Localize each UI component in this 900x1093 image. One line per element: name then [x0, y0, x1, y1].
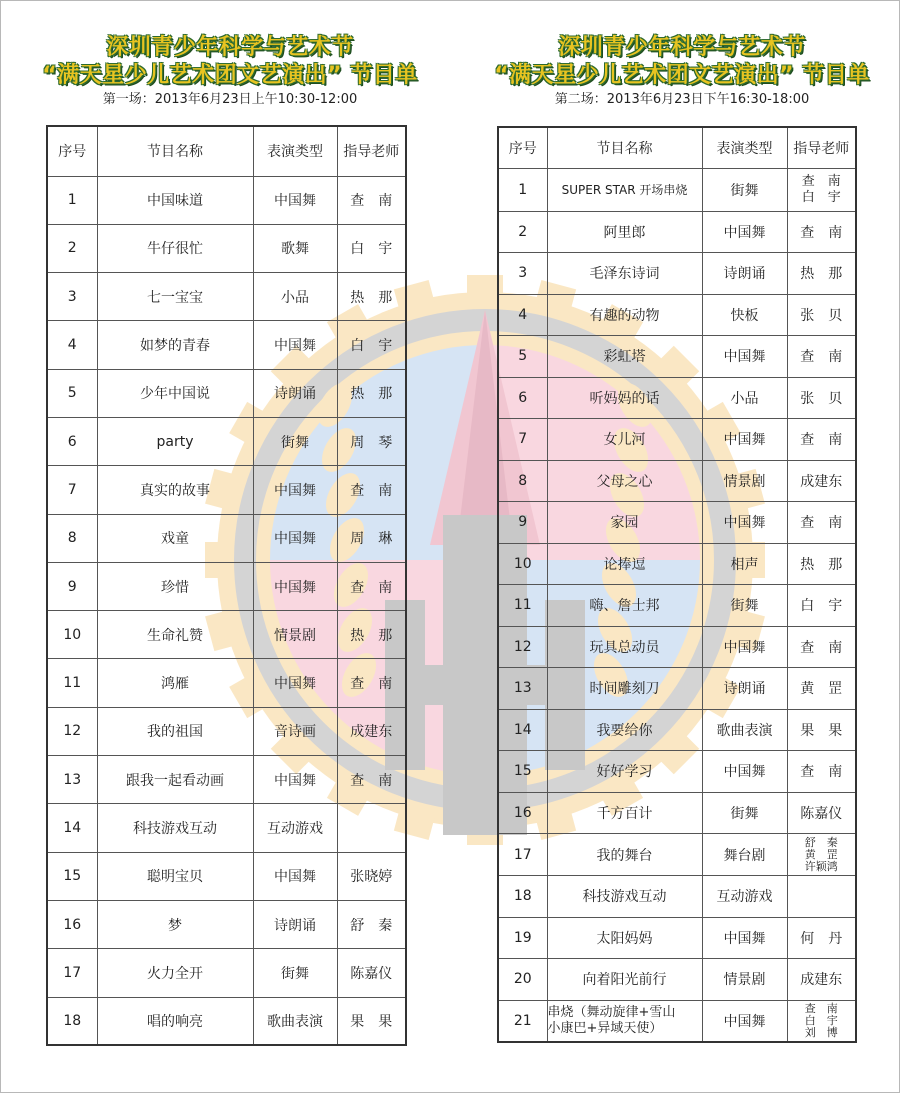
cell-instructor: 查 南 [337, 659, 406, 707]
cell-line: 白 宇 [801, 189, 841, 205]
table-row [47, 659, 406, 707]
cell-instructor: 白 宇 [337, 321, 406, 369]
cell-performance-type: 诗朗诵 [702, 253, 787, 295]
cell-number: 20 [498, 959, 547, 1001]
cell-program-name: 聪明宝贝 [97, 852, 253, 900]
cell-program-name: 我的舞台 [547, 834, 702, 876]
cell-program-name: 戏童 [97, 514, 253, 562]
cell-program-name: 中国味道 [97, 176, 253, 224]
cell-number: 7 [47, 466, 97, 514]
table-row [498, 959, 856, 1001]
cell-performance-type: 歌舞 [253, 224, 337, 272]
cell-performance-type: 互动游戏 [253, 804, 337, 852]
table-row [498, 460, 856, 502]
cell-instructor: 热 那 [337, 611, 406, 659]
cell-line: 查 南 [804, 1001, 838, 1015]
table-row [498, 668, 856, 710]
cell-instructor: 查 南 [787, 336, 856, 378]
cell-number: 18 [498, 876, 547, 918]
table-row [498, 168, 856, 211]
table-row [47, 273, 406, 321]
table-row [47, 707, 406, 755]
cell-number: 4 [47, 321, 97, 369]
cell-performance-type: 中国舞 [702, 1000, 787, 1042]
cell-instructor: 果 果 [787, 709, 856, 751]
cell-line: 许颖鸿 [804, 859, 838, 873]
cell-performance-type: 中国舞 [702, 419, 787, 461]
table-row [47, 900, 406, 948]
festival-title: 深圳青少年科学与艺术节 [106, 35, 354, 60]
cell-performance-type: 快板 [702, 294, 787, 336]
table-row [47, 804, 406, 852]
cell-program-name: 女儿河 [547, 419, 702, 461]
cell-instructor [787, 168, 856, 211]
cell-number: 9 [498, 502, 547, 544]
cell-instructor: 周 琳 [337, 514, 406, 562]
cell-performance-type: 诗朗诵 [253, 900, 337, 948]
header-program-name: 节目名称 [97, 126, 253, 176]
cell-program-name: 毛泽东诗词 [547, 253, 702, 295]
session2-label: 第二场：2013年6月23日下午16:30-18:00 [554, 92, 810, 107]
cell-number: 12 [498, 626, 547, 668]
cell-performance-type: 中国舞 [253, 514, 337, 562]
cell-program-name: 向着阳光前行 [547, 959, 702, 1001]
cell-program-name: 科技游戏互动 [97, 804, 253, 852]
cell-instructor [337, 804, 406, 852]
header-performance-type: 表演类型 [702, 127, 787, 168]
cell-performance-type: 诗朗诵 [253, 369, 337, 417]
cell-instructor: 黄 罡 [787, 668, 856, 710]
cell-performance-type: 中国舞 [702, 917, 787, 959]
session2-column [472, 0, 892, 109]
header-performance-type: 表演类型 [253, 126, 337, 176]
cell-number: 18 [47, 997, 97, 1045]
cell-program-name: party [97, 417, 253, 465]
cell-number: 13 [498, 668, 547, 710]
cell-instructor: 张晓婷 [337, 852, 406, 900]
cell-performance-type: 街舞 [702, 168, 787, 211]
cell-instructor: 张 贝 [787, 377, 856, 419]
cell-line: 白 宇 [804, 1013, 838, 1027]
cell-number: 6 [47, 417, 97, 465]
cell-line: 黄 罡 [804, 847, 838, 861]
cell-performance-type: 中国舞 [702, 502, 787, 544]
cell-number: 17 [498, 834, 547, 876]
session2-program-table [497, 126, 857, 1043]
cell-number: 1 [498, 168, 547, 211]
cell-program-name: 家园 [547, 502, 702, 544]
table-row [47, 321, 406, 369]
cell-instructor: 查 南 [787, 626, 856, 668]
cell-number: 6 [498, 377, 547, 419]
cell-program-name [547, 1000, 702, 1042]
cell-instructor: 陈嘉仪 [787, 792, 856, 834]
table-row [47, 466, 406, 514]
header-program-name: 节目名称 [547, 127, 702, 168]
cell-performance-type: 街舞 [253, 417, 337, 465]
table-row [47, 997, 406, 1045]
cell-performance-type: 中国舞 [253, 756, 337, 804]
cell-program-name: 鸿雁 [97, 659, 253, 707]
header-instructor: 指导老师 [787, 127, 856, 168]
cell-number: 1 [47, 176, 97, 224]
cell-program-name: 阿里郎 [547, 211, 702, 253]
cell-number: 7 [498, 419, 547, 461]
table-row [47, 176, 406, 224]
cell-line: 小康巴+异域天使） [547, 1020, 663, 1036]
table-row [498, 751, 856, 793]
cell-number: 17 [47, 949, 97, 997]
cell-instructor: 热 那 [787, 543, 856, 585]
cell-instructor: 查 南 [787, 751, 856, 793]
cell-number: 11 [47, 659, 97, 707]
cell-program-name: 真实的故事 [97, 466, 253, 514]
cell-performance-type: 中国舞 [702, 336, 787, 378]
cell-performance-type: 情景剧 [702, 959, 787, 1001]
cell-number: 8 [47, 514, 97, 562]
table-row [498, 626, 856, 668]
cell-performance-type: 小品 [702, 377, 787, 419]
table-row [498, 502, 856, 544]
cell-program-name: 父母之心 [547, 460, 702, 502]
cell-program-name: SUPER STAR 开场串烧 [547, 168, 702, 211]
cell-number: 5 [498, 336, 547, 378]
cell-instructor: 周 琴 [337, 417, 406, 465]
cell-program-name: 唱的响亮 [97, 997, 253, 1045]
cell-line: 查 南 [801, 173, 841, 189]
cell-instructor: 成建东 [337, 707, 406, 755]
cell-program-name: 少年中国说 [97, 369, 253, 417]
header-number: 序号 [498, 127, 547, 168]
festival-title: 深圳青少年科学与艺术节 [558, 35, 806, 60]
cell-performance-type: 中国舞 [702, 751, 787, 793]
table-header-row [47, 126, 406, 176]
table-row [498, 917, 856, 959]
table-row [498, 419, 856, 461]
cell-instructor: 陈嘉仪 [337, 949, 406, 997]
session1-column [20, 0, 440, 109]
cell-program-name: 我的祖国 [97, 707, 253, 755]
cell-number: 2 [47, 224, 97, 272]
cell-instructor: 查 南 [787, 419, 856, 461]
cell-performance-type: 街舞 [253, 949, 337, 997]
cell-program-name: 牛仔很忙 [97, 224, 253, 272]
cell-program-name: 论捧逗 [547, 543, 702, 585]
cell-performance-type: 中国舞 [702, 211, 787, 253]
table-row [498, 253, 856, 295]
cell-performance-type: 街舞 [702, 792, 787, 834]
header-number: 序号 [47, 126, 97, 176]
cell-performance-type: 诗朗诵 [702, 668, 787, 710]
cell-performance-type: 互动游戏 [702, 876, 787, 918]
cell-performance-type: 舞台剧 [702, 834, 787, 876]
cell-program-name: 火力全开 [97, 949, 253, 997]
cell-program-name: 时间雕刻刀 [547, 668, 702, 710]
cell-program-name: 生命礼赞 [97, 611, 253, 659]
cell-instructor: 查 南 [337, 176, 406, 224]
cell-program-name: 听妈妈的话 [547, 377, 702, 419]
cell-performance-type: 中国舞 [253, 852, 337, 900]
cell-instructor: 热 那 [337, 273, 406, 321]
cell-instructor: 查 南 [787, 502, 856, 544]
table-row [47, 562, 406, 610]
table-row [47, 756, 406, 804]
cell-number: 16 [498, 792, 547, 834]
table-header-row [498, 127, 856, 168]
cell-line: 刘 博 [804, 1025, 838, 1039]
cell-instructor: 果 果 [337, 997, 406, 1045]
cell-performance-type: 情景剧 [702, 460, 787, 502]
cell-program-name: 彩虹塔 [547, 336, 702, 378]
cell-instructor: 查 南 [337, 466, 406, 514]
table-row [47, 369, 406, 417]
cell-program-name: 如梦的青春 [97, 321, 253, 369]
cell-line: 串烧（舞动旋律+雪山 [547, 1004, 676, 1020]
header-instructor: 指导老师 [337, 126, 406, 176]
cell-number: 14 [498, 709, 547, 751]
cell-performance-type: 歌曲表演 [253, 997, 337, 1045]
cell-number: 2 [498, 211, 547, 253]
cell-number: 8 [498, 460, 547, 502]
cell-line: 舒 秦 [804, 835, 838, 849]
cell-instructor: 热 那 [787, 253, 856, 295]
cell-number: 3 [498, 253, 547, 295]
cell-number: 15 [47, 852, 97, 900]
table-row [47, 611, 406, 659]
cell-number: 5 [47, 369, 97, 417]
table-row [47, 852, 406, 900]
cell-number: 9 [47, 562, 97, 610]
cell-program-name: 有趣的动物 [547, 294, 702, 336]
table-row [498, 336, 856, 378]
table-row [498, 1000, 856, 1042]
cell-instructor: 白 宇 [337, 224, 406, 272]
table-row [47, 224, 406, 272]
table-row [498, 377, 856, 419]
cell-performance-type: 小品 [253, 273, 337, 321]
cell-performance-type: 情景剧 [253, 611, 337, 659]
cell-program-name: 七一宝宝 [97, 273, 253, 321]
cell-program-name: 好好学习 [547, 751, 702, 793]
cell-instructor: 白 宇 [787, 585, 856, 627]
cell-instructor [787, 834, 856, 876]
cell-number: 14 [47, 804, 97, 852]
cell-instructor: 查 南 [787, 211, 856, 253]
cell-program-name: 跟我一起看动画 [97, 756, 253, 804]
cell-number: 15 [498, 751, 547, 793]
cell-instructor [787, 876, 856, 918]
table-row [498, 792, 856, 834]
table-row [498, 543, 856, 585]
session1-program-table [46, 125, 407, 1046]
cell-program-name: 玩具总动员 [547, 626, 702, 668]
cell-performance-type: 中国舞 [253, 659, 337, 707]
program-title: “满天星少儿艺术团文艺演出” 节目单 [494, 63, 870, 88]
table-row [47, 949, 406, 997]
cell-program-name: 千方百计 [547, 792, 702, 834]
cell-number: 3 [47, 273, 97, 321]
cell-performance-type: 中国舞 [253, 466, 337, 514]
table-row [498, 585, 856, 627]
cell-performance-type: 中国舞 [253, 562, 337, 610]
cell-performance-type: 中国舞 [253, 321, 337, 369]
cell-instructor: 查 南 [337, 756, 406, 804]
cell-performance-type: 歌曲表演 [702, 709, 787, 751]
cell-number: 10 [47, 611, 97, 659]
cell-number: 19 [498, 917, 547, 959]
cell-number: 16 [47, 900, 97, 948]
cell-number: 12 [47, 707, 97, 755]
cell-performance-type: 街舞 [702, 585, 787, 627]
cell-performance-type: 中国舞 [702, 626, 787, 668]
cell-program-name: 太阳妈妈 [547, 917, 702, 959]
cell-instructor: 查 南 [337, 562, 406, 610]
cell-instructor: 成建东 [787, 460, 856, 502]
cell-number: 13 [47, 756, 97, 804]
table-row [498, 876, 856, 918]
cell-instructor [787, 1000, 856, 1042]
cell-number: 11 [498, 585, 547, 627]
cell-instructor: 何 丹 [787, 917, 856, 959]
table-row [498, 211, 856, 253]
cell-performance-type: 音诗画 [253, 707, 337, 755]
table-row [498, 294, 856, 336]
cell-program-name: 梦 [97, 900, 253, 948]
cell-performance-type: 相声 [702, 543, 787, 585]
cell-number: 4 [498, 294, 547, 336]
cell-number: 21 [498, 1000, 547, 1042]
cell-instructor: 张 贝 [787, 294, 856, 336]
cell-program-name: 嗨、詹士邦 [547, 585, 702, 627]
session1-label: 第一场：2013年6月23日上午10:30-12:00 [102, 92, 358, 107]
table-row [498, 834, 856, 876]
table-row [47, 417, 406, 465]
cell-instructor: 成建东 [787, 959, 856, 1001]
cell-program-name: 我要给你 [547, 709, 702, 751]
cell-program-name: 珍惜 [97, 562, 253, 610]
cell-instructor: 热 那 [337, 369, 406, 417]
cell-number: 10 [498, 543, 547, 585]
cell-performance-type: 中国舞 [253, 176, 337, 224]
cell-instructor: 舒 秦 [337, 900, 406, 948]
table-row [498, 709, 856, 751]
program-title: “满天星少儿艺术团文艺演出” 节目单 [42, 63, 418, 88]
cell-program-name: 科技游戏互动 [547, 876, 702, 918]
table-row [47, 514, 406, 562]
